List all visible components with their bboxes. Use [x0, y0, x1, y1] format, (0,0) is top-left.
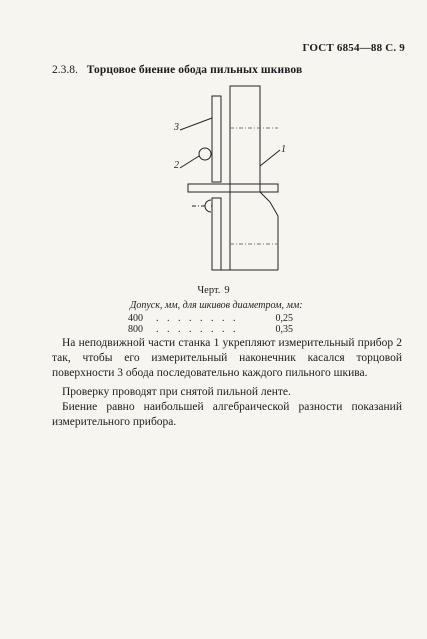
label-1: 1 [281, 144, 286, 155]
bracket-plate [188, 184, 278, 192]
paragraph-result: Биение равно наибольшей алгебраической разности показаний измерительного прибора. [52, 401, 402, 428]
page-header: ГОСТ 6854—88 С. 9 [302, 42, 405, 54]
paragraph-procedure: На неподвижной части станка 1 укрепляют измерительный прибор 2 так, чтобы его измерительный наконечник касался торцовой поверхности 3 обода последовательно каждого пильного шкива. [52, 337, 402, 379]
paragraph-condition: Проверку проводят при снятой пильной ленте. [62, 386, 291, 398]
section-number: 2.3.8. [52, 64, 78, 76]
caption-prefix: Черт. [197, 285, 221, 296]
tolerance-heading: Допуск, мм, для шкивов диаметром, мм: [130, 300, 303, 311]
caption-number: 9 [224, 285, 230, 296]
tolerance-dots: . . . . . . . . [156, 324, 239, 335]
label-2: 2 [174, 160, 179, 171]
section-title [52, 64, 302, 76]
tolerance-diameter: 400 [128, 313, 143, 324]
tolerance-row [128, 324, 293, 335]
tolerance-value: 0,35 [275, 324, 293, 335]
tolerance-diameter: 800 [128, 324, 143, 335]
tolerance-row [128, 313, 293, 324]
figure-diagram [168, 84, 298, 284]
machine-column [230, 86, 278, 270]
label-3: 3 [174, 122, 179, 133]
dial-indicator-lower [205, 200, 211, 212]
tolerance-dots: . . . . . . . . [156, 313, 239, 324]
wheel-rim-upper [212, 96, 221, 182]
tolerance-value: 0,25 [275, 313, 293, 324]
section-heading: Торцовое биение обода пильных шкивов [86, 64, 303, 76]
dial-indicator-upper [199, 148, 211, 160]
figure-caption [0, 285, 427, 296]
wheel-rim-lower [212, 198, 221, 270]
